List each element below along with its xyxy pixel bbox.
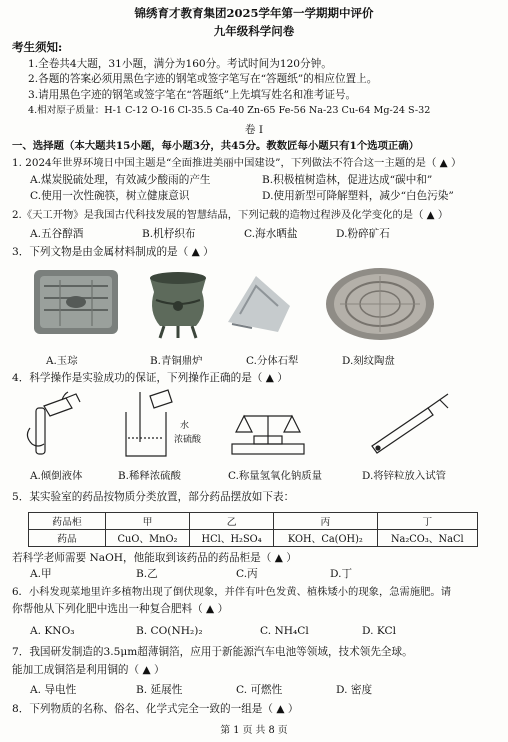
zinc-tube-figure bbox=[372, 394, 448, 453]
q5-option-a: A.甲 bbox=[30, 568, 52, 580]
q4-stem: 4．科学操作是实验成功的保证，下列操作正确的是（ ▲ ） bbox=[12, 372, 288, 384]
balance-figure bbox=[232, 416, 304, 454]
q4-option-c: C.称量氢氧化钠质量 bbox=[228, 470, 323, 482]
table-cell: 药品 bbox=[29, 530, 106, 547]
jade-cong-image bbox=[34, 270, 118, 334]
q7-option-c: C. 可燃性 bbox=[236, 684, 283, 696]
q6-option-c: C. NH₄Cl bbox=[260, 625, 309, 637]
q5-option-d: D.丁 bbox=[330, 568, 353, 580]
table-cell: 丙 bbox=[274, 513, 377, 530]
q1-option-a: A.煤炭脱硫处理，有效减少酸雨的产生 bbox=[30, 174, 211, 186]
q3-option-d: D.刻纹陶盘 bbox=[342, 355, 395, 367]
q1-stem: 1. 2024年世界环境日中国主题是“全面推进美丽中国建设”，下列做法不符合这一主题的是（ ▲ ） bbox=[12, 157, 462, 169]
section-heading-main: 一、选择题（本大题共15小题，每小题3分，共45分。 bbox=[12, 140, 267, 152]
table-cell: 甲 bbox=[106, 513, 190, 530]
q2-option-b: B.机杼织布 bbox=[142, 228, 196, 240]
pouring-liquid-figure bbox=[27, 392, 80, 454]
q6-option-d: D. KCl bbox=[362, 625, 396, 637]
water-label: 水 bbox=[180, 421, 190, 431]
q5-cabinet-table bbox=[28, 512, 478, 547]
q7-stem-line1: 7．我国研发制造的3.5μm超薄铜箔，应用于新能源汽车电池等领域，技术领先全球。 bbox=[12, 646, 413, 658]
q4-lab-diagrams bbox=[0, 388, 508, 466]
stone-plough-image bbox=[228, 276, 290, 332]
q3-option-c: C.分体石犁 bbox=[246, 355, 299, 367]
q6-stem-line2: 你帮他从下列化肥中选出一种复合肥料（ ▲ ） bbox=[12, 603, 229, 615]
q8-stem: 8．下列物质的名称、俗名、化学式完全一致的一组是（ ▲ ） bbox=[12, 703, 299, 715]
q4-option-d: D.将锌粒放入试管 bbox=[362, 470, 446, 482]
table-cell: 丁 bbox=[377, 513, 477, 530]
table-cell: CuO、MnO₂ bbox=[106, 530, 190, 547]
table-cell: 药品柜 bbox=[29, 513, 106, 530]
bronze-ding-image bbox=[150, 272, 206, 338]
section-heading-stamp: 教数匠 bbox=[266, 140, 298, 152]
q1-option-d: D.使用新型可降解塑料，减少“白色污染” bbox=[262, 190, 454, 202]
pottery-plate-image bbox=[326, 268, 434, 340]
q5-option-c: C.丙 bbox=[236, 568, 258, 580]
q7-option-a: A. 导电性 bbox=[30, 684, 77, 696]
q3-relic-images bbox=[0, 262, 508, 348]
q6-option-b: B. CO(NH₂)₂ bbox=[136, 625, 203, 637]
section-heading-rule: 每小题只有1个选项正确） bbox=[297, 140, 420, 152]
q3-option-a: A.玉琮 bbox=[46, 355, 78, 367]
diluting-acid-figure bbox=[126, 390, 172, 456]
q3-stem: 3．下列文物是由金属材料制成的是（ ▲ ） bbox=[12, 246, 214, 258]
q2-option-d: D.粉碎矿石 bbox=[336, 228, 390, 240]
exam-subtitle: 九年级科学问卷 bbox=[213, 24, 295, 38]
conc-acid-label: 浓硫酸 bbox=[174, 435, 202, 445]
table-cell: 乙 bbox=[189, 513, 273, 530]
notice-heading: 考生须知: bbox=[12, 40, 63, 54]
notice-item-2: 2.各题的答案必须用黑色字迹的钢笔或签字笔写在“答题纸”的相应位置上。 bbox=[28, 73, 378, 85]
notice-item-3: 3.请用黑色字迹的钢笔或签字笔在“答题纸”上先填写姓名和准考证号。 bbox=[28, 89, 357, 101]
q5-stem: 5．某实验室的药品按物质分类放置，部分药品摆放如下表： bbox=[12, 491, 295, 503]
notice-item-1: 1.全卷共4大题，31小题，满分为160分。考试时间为120分钟。 bbox=[28, 58, 332, 70]
q2-stem: 2.《天工开物》是我国古代科技发展的智慧结晶，下列记载的造物过程涉及化学变化的是（ ▲ ） bbox=[12, 209, 449, 221]
exam-title: 锦绣育才教育集团2025学年第一学期期中评价 bbox=[134, 6, 374, 20]
table-row bbox=[29, 530, 478, 547]
table-row bbox=[29, 513, 478, 530]
q7-option-b: B. 延展性 bbox=[136, 684, 183, 696]
q7-option-d: D. 密度 bbox=[336, 684, 373, 696]
q6-option-a: A. KNO₃ bbox=[30, 625, 75, 637]
q5-follow: 若科学老师需要 NaOH，他能取到该药品的药品柜是（ ▲ ） bbox=[12, 552, 297, 564]
q6-stem-line1: 6．小科发现菜地里许多植物出现了倒伏现象，并伴有叶色发黄、植株矮小的现象，急需施肥。请 bbox=[12, 586, 452, 598]
table-cell: KOH、Ca(OH)₂ bbox=[274, 530, 377, 547]
notice-item-4: 4.相对原子质量：H-1 C-12 O-16 Cl-35.5 Ca-40 Zn-65 Fe-56 Na-23 Cu-64 Mg-24 S-32 bbox=[28, 105, 431, 116]
q5-option-b: B.乙 bbox=[136, 568, 158, 580]
q7-stem-line2: 能加工成铜箔是利用铜的（ ▲ ） bbox=[12, 664, 165, 676]
q4-option-a: A.倾倒液体 bbox=[30, 470, 83, 482]
page-footer: 第 1 页 共 8 页 bbox=[220, 725, 288, 736]
q2-option-a: A.五谷醇酒 bbox=[30, 228, 84, 240]
q3-option-b: B.青铜鼎炉 bbox=[150, 355, 203, 367]
section-heading bbox=[12, 139, 419, 153]
table-cell: HCl、H₂SO₄ bbox=[189, 530, 273, 547]
q1-option-b: B.积极植树造林，促进达成“碳中和” bbox=[262, 174, 433, 186]
q1-option-c: C.使用一次性碗筷，树立健康意识 bbox=[30, 190, 190, 202]
table-cell: Na₂CO₃、NaCl bbox=[377, 530, 477, 547]
q2-option-c: C.海水晒盐 bbox=[244, 228, 298, 240]
volume-label: 卷 I bbox=[244, 124, 264, 136]
q4-option-b: B.稀释浓硫酸 bbox=[118, 470, 181, 482]
